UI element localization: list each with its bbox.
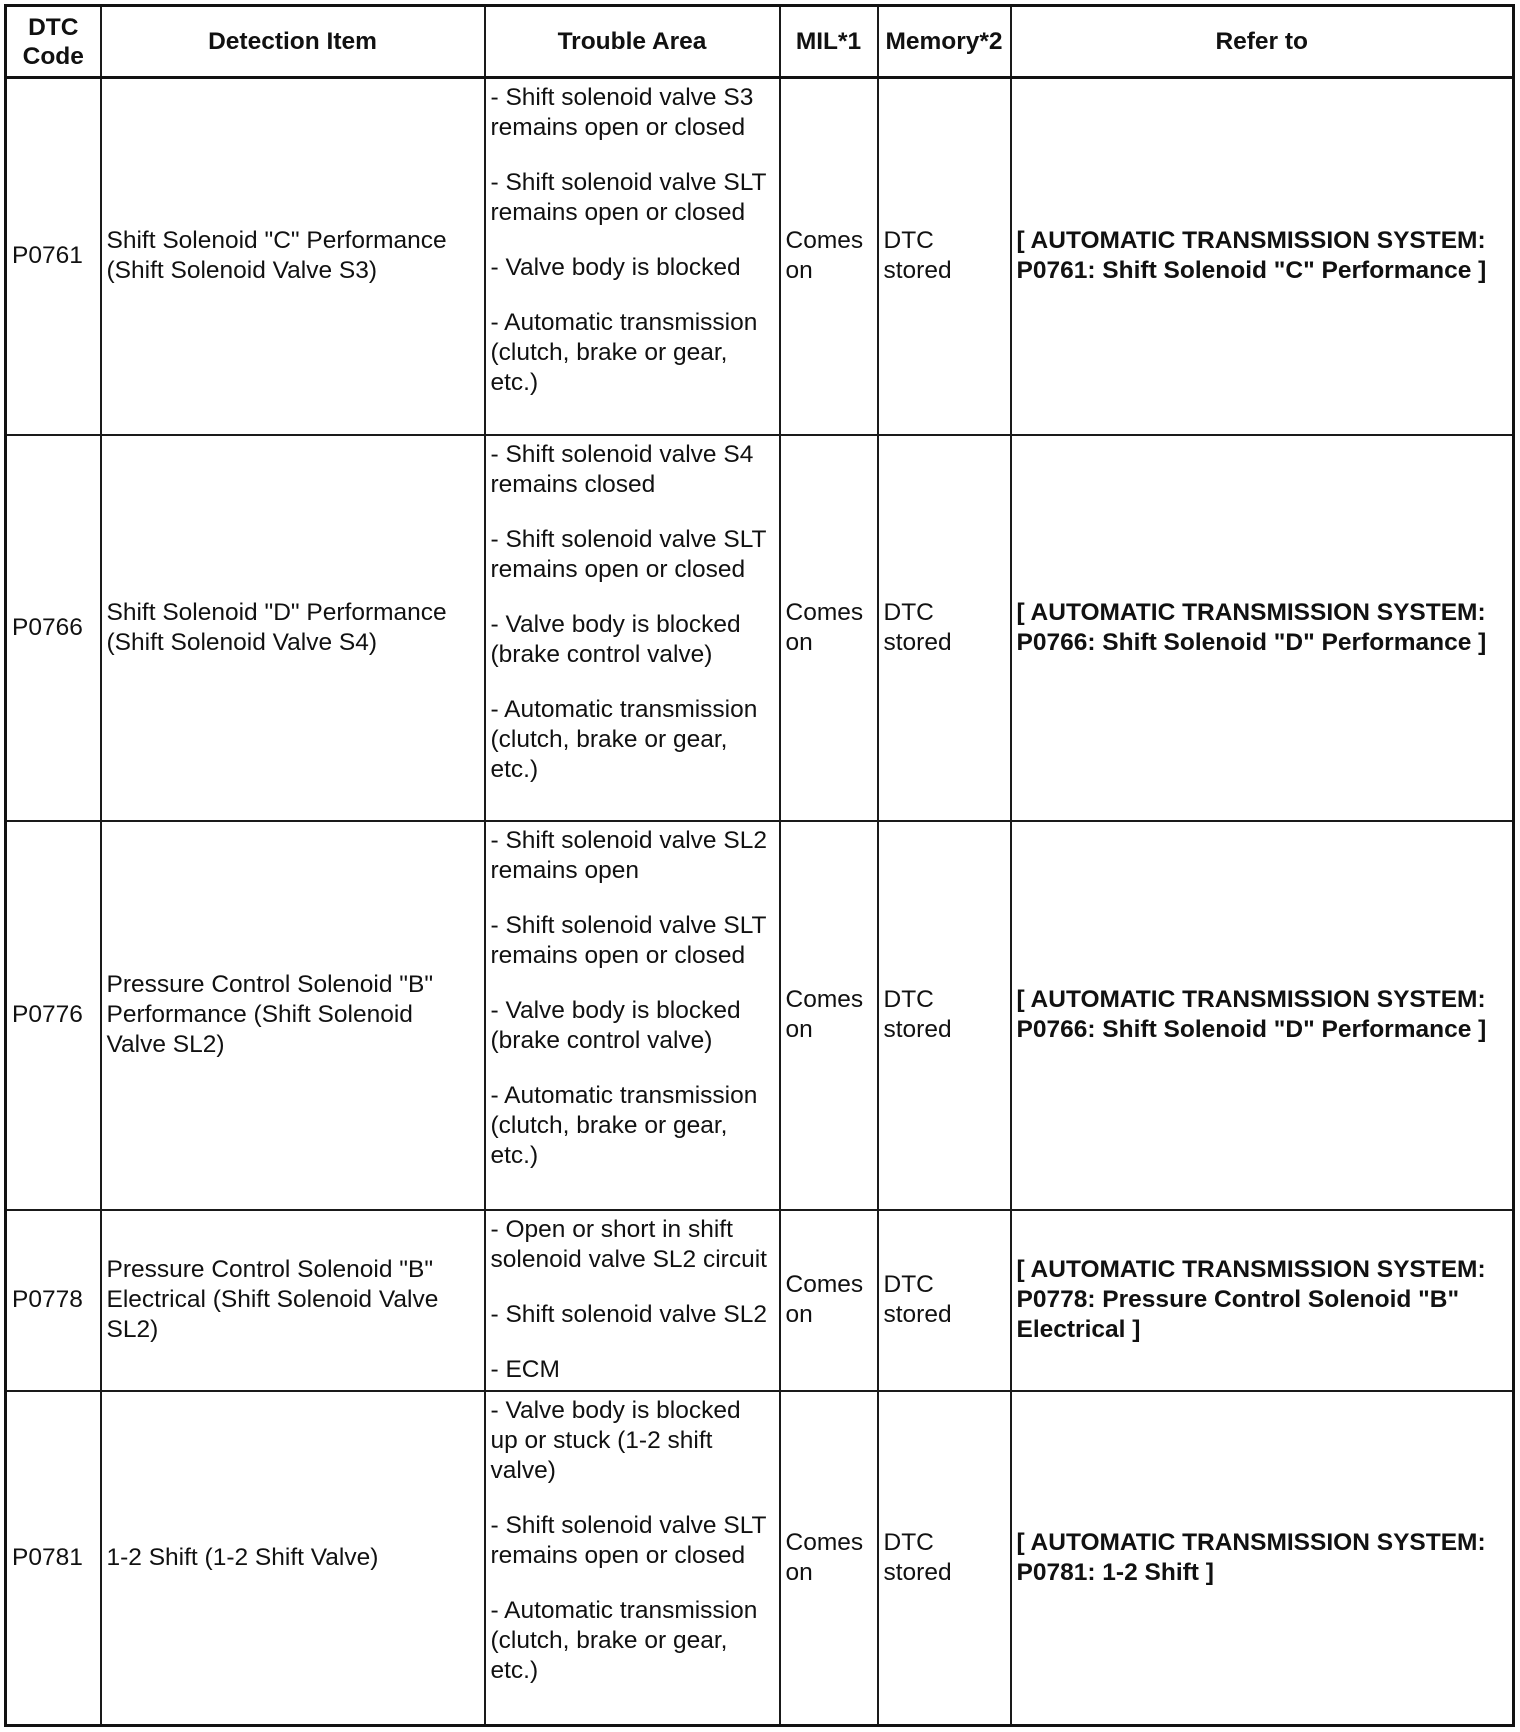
header-dtc-code: DTC Code bbox=[6, 6, 101, 78]
detection-item-cell: 1-2 Shift (1-2 Shift Valve) bbox=[101, 1391, 485, 1726]
trouble-area-item: - Shift solenoid valve SL2 bbox=[490, 1300, 767, 1328]
trouble-area-cell bbox=[485, 821, 780, 1210]
dtc-code-cell: P0776 bbox=[6, 821, 101, 1210]
refer-to-cell bbox=[1011, 821, 1514, 1210]
header-memory: Memory*2 bbox=[878, 6, 1011, 78]
memory-cell: DTC stored bbox=[878, 1210, 1011, 1391]
header-mil: MIL*1 bbox=[780, 6, 878, 78]
trouble-area-item: - Shift solenoid valve SLT remains open or closed bbox=[490, 1511, 767, 1569]
header-detection-item: Detection Item bbox=[101, 6, 485, 78]
detection-item-cell: Shift Solenoid "D" Performance (Shift Solenoid Valve S4) bbox=[101, 435, 485, 821]
table-row bbox=[6, 821, 1514, 1210]
trouble-area-item: - Automatic transmission (clutch, brake or gear, etc.) bbox=[490, 1596, 758, 1684]
refer-to-link-line[interactable]: P0761: Shift Solenoid "C" Performance ] bbox=[1016, 257, 1487, 285]
memory-cell: DTC stored bbox=[878, 1391, 1011, 1726]
trouble-area-item: - Shift solenoid valve SLT remains open or closed bbox=[490, 525, 767, 583]
refer-to-link-line[interactable]: [ AUTOMATIC TRANSMISSION SYSTEM: bbox=[1016, 1256, 1486, 1283]
trouble-area-item: - Valve body is blocked (brake control valve) bbox=[490, 610, 741, 668]
trouble-area-item: - Valve body is blocked bbox=[490, 254, 741, 281]
dtc-code-cell: P0761 bbox=[6, 78, 101, 435]
refer-to-cell bbox=[1011, 1210, 1514, 1391]
header-refer-to: Refer to bbox=[1011, 6, 1514, 78]
trouble-area-cell bbox=[485, 435, 780, 821]
trouble-area-item: - Shift solenoid valve SL2 remains open bbox=[490, 826, 767, 884]
trouble-area-item: - Valve body is blocked (brake control valve) bbox=[490, 996, 741, 1054]
trouble-area-item: - Automatic transmission (clutch, brake or gear, etc.) bbox=[490, 1081, 758, 1169]
refer-to-cell bbox=[1011, 78, 1514, 435]
refer-to-link-line[interactable]: P0766: Shift Solenoid "D" Performance ] bbox=[1016, 628, 1487, 656]
mil-cell: Comes on bbox=[780, 1391, 878, 1726]
header-row bbox=[6, 6, 1514, 78]
trouble-area-item: - Shift solenoid valve S3 remains open or closed bbox=[490, 84, 754, 141]
trouble-area-item: - Valve body is blocked up or stuck (1-2 shift valve) bbox=[490, 1396, 741, 1484]
trouble-area-cell bbox=[485, 1210, 780, 1391]
refer-to-link-line[interactable]: [ AUTOMATIC TRANSMISSION SYSTEM: bbox=[1016, 1528, 1486, 1556]
trouble-area-item: - Automatic transmission (clutch, brake or gear, etc.) bbox=[490, 309, 758, 396]
mil-cell: Comes on bbox=[780, 78, 878, 435]
trouble-area-item: - Open or short in shift solenoid valve SL2 circuit bbox=[490, 1215, 767, 1273]
mil-cell: Comes on bbox=[780, 821, 878, 1210]
dtc-table bbox=[4, 4, 1515, 1727]
detection-item-cell: Shift Solenoid "C" Performance (Shift Solenoid Valve S3) bbox=[101, 78, 485, 435]
refer-to-link-line[interactable]: P0766: Shift Solenoid "D" Performance ] bbox=[1016, 1016, 1487, 1043]
trouble-area-item: - Shift solenoid valve S4 remains closed bbox=[490, 440, 754, 498]
table-row bbox=[6, 435, 1514, 821]
table-row bbox=[6, 78, 1514, 435]
detection-item-cell: Pressure Control Solenoid "B" Performance (Shift Solenoid Valve SL2) bbox=[101, 821, 485, 1210]
dtc-code-cell: P0766 bbox=[6, 435, 101, 821]
memory-cell: DTC stored bbox=[878, 821, 1011, 1210]
memory-cell: DTC stored bbox=[878, 435, 1011, 821]
header-trouble-area: Trouble Area bbox=[485, 6, 780, 78]
refer-to-cell bbox=[1011, 1391, 1514, 1726]
trouble-area-cell bbox=[485, 1391, 780, 1726]
table-row bbox=[6, 1210, 1514, 1391]
refer-to-link-line[interactable]: P0781: 1-2 Shift ] bbox=[1016, 1558, 1214, 1586]
trouble-area-cell bbox=[485, 78, 780, 435]
trouble-area-item: - Shift solenoid valve SLT remains open or closed bbox=[490, 911, 767, 969]
table-row bbox=[6, 1391, 1514, 1726]
refer-to-cell bbox=[1011, 435, 1514, 821]
refer-to-link-line[interactable]: P0778: Pressure Control Solenoid "B" Electrical ] bbox=[1016, 1286, 1460, 1343]
trouble-area-item: - Automatic transmission (clutch, brake or gear, etc.) bbox=[490, 695, 758, 783]
trouble-area-item: - ECM bbox=[490, 1355, 560, 1383]
trouble-area-item: - Shift solenoid valve SLT remains open or closed bbox=[490, 169, 767, 226]
dtc-code-cell: P0781 bbox=[6, 1391, 101, 1726]
refer-to-link-line[interactable]: [ AUTOMATIC TRANSMISSION SYSTEM: bbox=[1016, 598, 1486, 626]
dtc-code-cell: P0778 bbox=[6, 1210, 101, 1391]
memory-cell: DTC stored bbox=[878, 78, 1011, 435]
mil-cell: Comes on bbox=[780, 435, 878, 821]
mil-cell: Comes on bbox=[780, 1210, 878, 1391]
refer-to-link-line[interactable]: [ AUTOMATIC TRANSMISSION SYSTEM: bbox=[1016, 227, 1486, 255]
refer-to-link-line[interactable]: [ AUTOMATIC TRANSMISSION SYSTEM: bbox=[1016, 986, 1486, 1013]
detection-item-cell: Pressure Control Solenoid "B" Electrical (Shift Solenoid Valve SL2) bbox=[101, 1210, 485, 1391]
